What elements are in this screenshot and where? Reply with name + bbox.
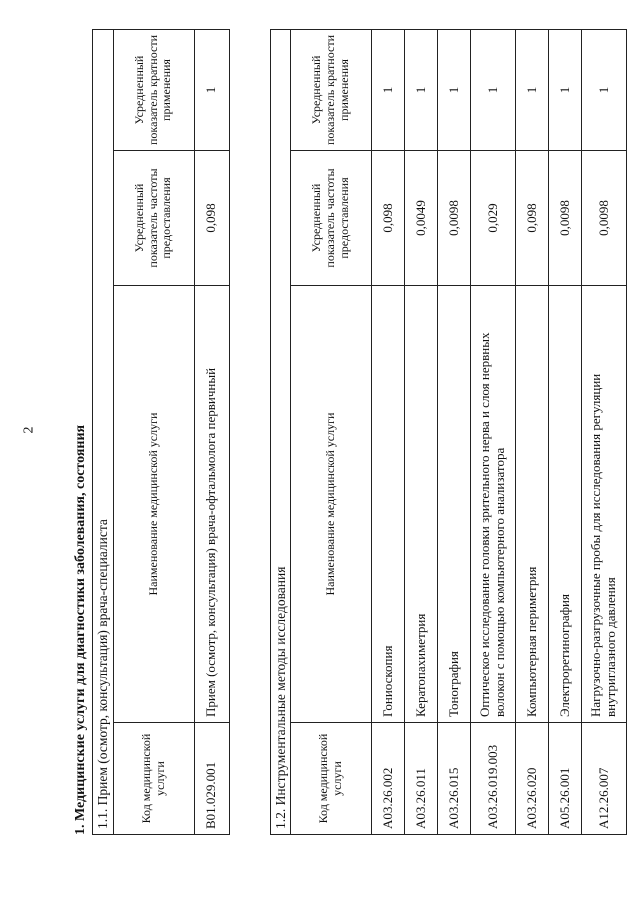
cell-multiplicity: 1 <box>194 30 229 151</box>
page-number: 2 <box>21 426 37 434</box>
table-row <box>372 29 405 834</box>
header-name: Наименование медицинской услуги <box>291 286 372 723</box>
cell-multiplicity: 1 <box>516 29 549 150</box>
header-multiplicity: Усредненный показатель кратности применения <box>113 30 194 151</box>
header-code: Код медицинской услуги <box>291 723 372 835</box>
cell-name: Прием (осмотр, консультация) врача-офтальмолога первичный <box>194 286 229 723</box>
cell-name: Тонография <box>438 286 471 723</box>
cell-name: Электроретинография <box>549 286 582 723</box>
cell-multiplicity: 1 <box>549 29 582 150</box>
cell-code: A03.26.019.003 <box>471 723 516 835</box>
table2-title: 1.2. Инструментальные методы исследования <box>270 29 291 834</box>
table-row <box>516 29 549 834</box>
cell-code: A03.26.011 <box>405 723 438 835</box>
cell-code: A03.26.015 <box>438 723 471 835</box>
cell-code: B01.029.001 <box>194 723 229 835</box>
cell-multiplicity: 1 <box>405 29 438 150</box>
header-frequency: Усредненный показатель частоты предоставления <box>291 151 372 286</box>
document-content <box>70 30 640 835</box>
cell-code: A03.26.002 <box>372 723 405 835</box>
cell-name: Нагрузочно-разгрузочные пробы для исследования регуляции внутриглазного давления <box>582 286 627 723</box>
table-row <box>194 30 229 835</box>
table-row <box>405 29 438 834</box>
cell-frequency: 0,029 <box>471 151 516 286</box>
cell-frequency: 0,0098 <box>549 151 582 286</box>
cell-name: Кератопахиметрия <box>405 286 438 723</box>
table-consultation <box>92 29 230 835</box>
header-frequency: Усредненный показатель частоты предоставления <box>113 151 194 286</box>
cell-frequency: 0,0098 <box>582 151 627 286</box>
cell-code: A05.26.001 <box>549 723 582 835</box>
cell-frequency: 0,0049 <box>405 151 438 286</box>
table-row <box>582 29 627 834</box>
cell-multiplicity: 1 <box>438 29 471 150</box>
cell-code: A12.26.007 <box>582 723 627 835</box>
cell-name: Компьютерная периметрия <box>516 286 549 723</box>
header-code: Код медицинской услуги <box>113 723 194 835</box>
table-row <box>471 29 516 834</box>
header-multiplicity: Усредненный показатель кратности применения <box>291 29 372 150</box>
header-name: Наименование медицинской услуги <box>113 286 194 723</box>
table-row <box>438 29 471 834</box>
cell-frequency: 0,0098 <box>438 151 471 286</box>
cell-multiplicity: 1 <box>582 29 627 150</box>
cell-code: A03.26.020 <box>516 723 549 835</box>
cell-name: Оптическое исследование головки зрительного нерва и слоя нервных волокон с помощью компьютерного анализатора <box>471 286 516 723</box>
cell-multiplicity: 1 <box>471 29 516 150</box>
cell-frequency: 0,098 <box>516 151 549 286</box>
cell-name: Гониоскопия <box>372 286 405 723</box>
table1-title: 1.1. Прием (осмотр, консультация) врача-специалиста <box>93 30 114 835</box>
table-instrumental <box>270 29 628 835</box>
cell-multiplicity: 1 <box>372 29 405 150</box>
cell-frequency: 0,098 <box>194 151 229 286</box>
table-row <box>549 29 582 834</box>
section-title: 1. Медицинские услуги для диагностики заболевания, состояния <box>73 424 88 835</box>
cell-frequency: 0,098 <box>372 151 405 286</box>
